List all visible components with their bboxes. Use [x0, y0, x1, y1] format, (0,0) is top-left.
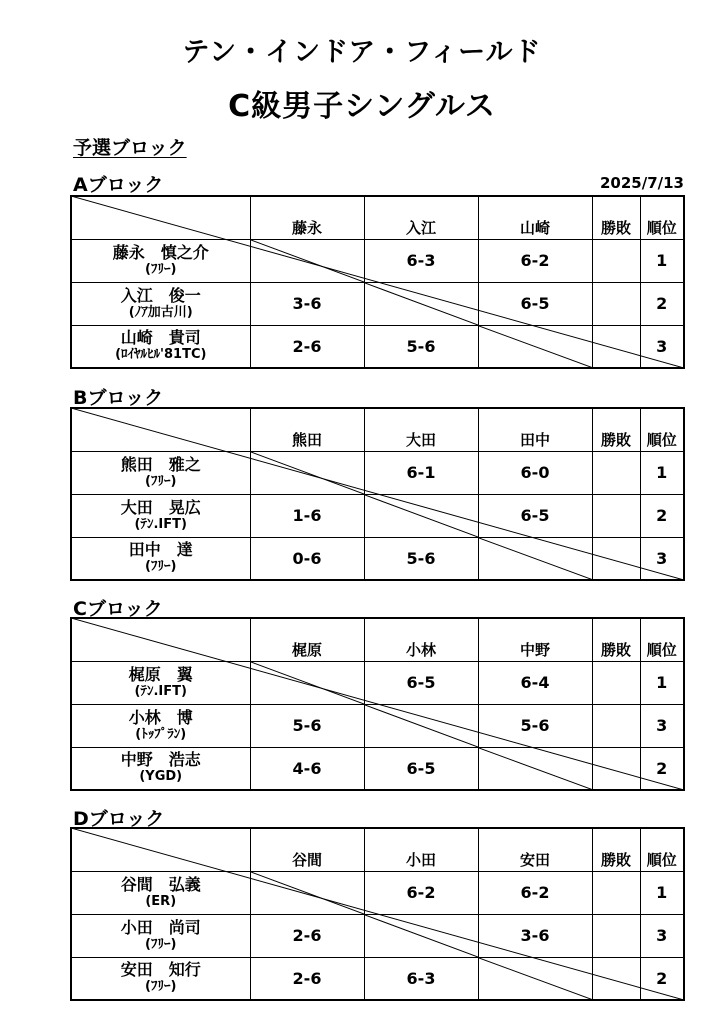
rank-cell: 1 [640, 239, 684, 282]
player-club: (ﾌﾘｰ) [145, 473, 177, 489]
rank-header: 順位 [640, 196, 684, 239]
player-club: (ﾛｲﾔﾙﾋﾙ'81TC) [115, 347, 207, 363]
block-table [70, 195, 685, 369]
diagonal-line [365, 915, 478, 957]
score-cell: 6-1 [364, 451, 478, 494]
header-row [71, 408, 684, 451]
self-match-cell [364, 494, 478, 537]
opponent-header: 田中 [478, 408, 592, 451]
player-club: (YGD) [139, 769, 183, 785]
record-header: 勝敗 [592, 828, 640, 871]
self-match-cell [478, 537, 592, 580]
rank-cell: 2 [640, 282, 684, 325]
self-match-cell [478, 957, 592, 1000]
header-row [71, 828, 684, 871]
rank-cell: 3 [640, 704, 684, 747]
score-cell: 6-2 [478, 871, 592, 914]
player-name: 梶原 翼 [128, 664, 193, 684]
score-cell: 3-6 [250, 282, 364, 325]
score-cell: 5-6 [478, 704, 592, 747]
score-cell: 1-6 [250, 494, 364, 537]
block-label: Dブロック [73, 808, 165, 830]
player-name: 谷間 弘義 [120, 874, 201, 894]
rank-header: 順位 [640, 618, 684, 661]
player-name: 熊田 雅之 [120, 454, 201, 474]
block-table [70, 407, 685, 581]
score-cell: 6-5 [364, 661, 478, 704]
player-name: 中野 浩志 [120, 750, 201, 770]
score-cell: 6-2 [478, 239, 592, 282]
player-club: (ﾌﾘｰ) [145, 979, 177, 995]
corner-cell [71, 196, 250, 239]
score-cell: 5-6 [364, 325, 478, 368]
player-name: 田中 達 [128, 540, 193, 560]
score-cell: 5-6 [250, 704, 364, 747]
self-match-cell [250, 661, 364, 704]
opponent-header: 大田 [364, 408, 478, 451]
header-row [71, 618, 684, 661]
player-club: (ﾄｯﾌﾟﾗﾝ) [135, 726, 187, 742]
rank-cell: 2 [640, 494, 684, 537]
opponent-header: 小田 [364, 828, 478, 871]
opponent-header: 熊田 [250, 408, 364, 451]
opponent-header: 入江 [364, 196, 478, 239]
rank-cell: 1 [640, 871, 684, 914]
opponent-header: 梶原 [250, 618, 364, 661]
self-match-cell [364, 704, 478, 747]
player-club: (ﾃﾝ.IFT) [134, 516, 187, 532]
event-date: 2025/7/13 [599, 174, 684, 192]
player-club: (ﾉｱ加古川) [128, 304, 193, 320]
player-name: 山崎 貴司 [120, 328, 201, 348]
opponent-header: 藤永 [250, 196, 364, 239]
block-table [70, 827, 685, 1001]
score-cell: 6-4 [478, 661, 592, 704]
score-cell: 5-6 [364, 537, 478, 580]
record-header: 勝敗 [592, 196, 640, 239]
score-cell: 3-6 [478, 914, 592, 957]
rank-cell: 3 [640, 914, 684, 957]
score-cell: 6-3 [364, 957, 478, 1000]
self-match-cell [250, 239, 364, 282]
opponent-header: 谷間 [250, 828, 364, 871]
self-match-cell [250, 451, 364, 494]
score-cell: 6-0 [478, 451, 592, 494]
score-cell: 0-6 [250, 537, 364, 580]
score-cell: 6-5 [364, 747, 478, 790]
record-header: 勝敗 [592, 618, 640, 661]
self-match-cell [478, 747, 592, 790]
opponent-header: 安田 [478, 828, 592, 871]
corner-cell [71, 828, 250, 871]
player-club: (ﾃﾝ.IFT) [134, 683, 187, 699]
opponent-header: 山崎 [478, 196, 592, 239]
header-row [71, 196, 684, 239]
player-name: 大田 晃広 [120, 497, 201, 517]
diagonal-line [365, 495, 478, 537]
score-cell: 2-6 [250, 914, 364, 957]
player-name: 藤永 慎之介 [112, 242, 209, 262]
diagonal-line [251, 240, 364, 282]
self-match-cell [364, 914, 478, 957]
opponent-header: 中野 [478, 618, 592, 661]
player-name: 安田 知行 [120, 960, 201, 980]
player-club: (ﾌﾘｰ) [145, 261, 177, 277]
self-match-cell [478, 325, 592, 368]
score-cell: 2-6 [250, 957, 364, 1000]
score-cell: 6-3 [364, 239, 478, 282]
diagonal-line [479, 538, 592, 580]
rank-cell: 2 [640, 957, 684, 1000]
block-label: Aブロック [73, 174, 164, 196]
rank-header: 順位 [640, 408, 684, 451]
rank-cell: 3 [640, 325, 684, 368]
self-match-cell [364, 282, 478, 325]
rank-header: 順位 [640, 828, 684, 871]
diagonal-line [251, 662, 364, 704]
score-cell: 6-2 [364, 871, 478, 914]
rank-cell: 1 [640, 451, 684, 494]
player-name: 小林 博 [128, 707, 193, 727]
diagonal-line [365, 705, 478, 747]
event-title: C級男子シングルス [228, 89, 496, 124]
record-header: 勝敗 [592, 408, 640, 451]
score-cell: 6-5 [478, 282, 592, 325]
player-name: 小田 尚司 [120, 917, 201, 937]
block-label: Cブロック [73, 598, 163, 620]
player-club: (ﾌﾘｰ) [145, 559, 177, 575]
score-cell: 2-6 [250, 325, 364, 368]
corner-cell [71, 408, 250, 451]
player-club: (ER) [145, 893, 177, 909]
score-cell: 4-6 [250, 747, 364, 790]
corner-cell [71, 618, 250, 661]
rank-cell: 1 [640, 661, 684, 704]
rank-cell: 2 [640, 747, 684, 790]
block-table [70, 617, 685, 791]
self-match-cell [250, 871, 364, 914]
player-club: (ﾌﾘｰ) [145, 936, 177, 952]
rank-cell: 3 [640, 537, 684, 580]
diagonal-line [251, 452, 364, 494]
diagonal-line [365, 283, 478, 325]
diagonal-line [251, 872, 364, 914]
player-name: 入江 俊一 [120, 285, 201, 305]
diagonal-line [479, 326, 592, 368]
page-title: テン・インドア・フィールド [182, 37, 542, 68]
opponent-header: 小林 [364, 618, 478, 661]
block-label: Bブロック [73, 387, 164, 409]
diagonal-line [479, 958, 592, 1000]
section-heading: 予選ブロック [73, 137, 187, 159]
diagonal-line [479, 748, 592, 790]
score-cell: 6-5 [478, 494, 592, 537]
